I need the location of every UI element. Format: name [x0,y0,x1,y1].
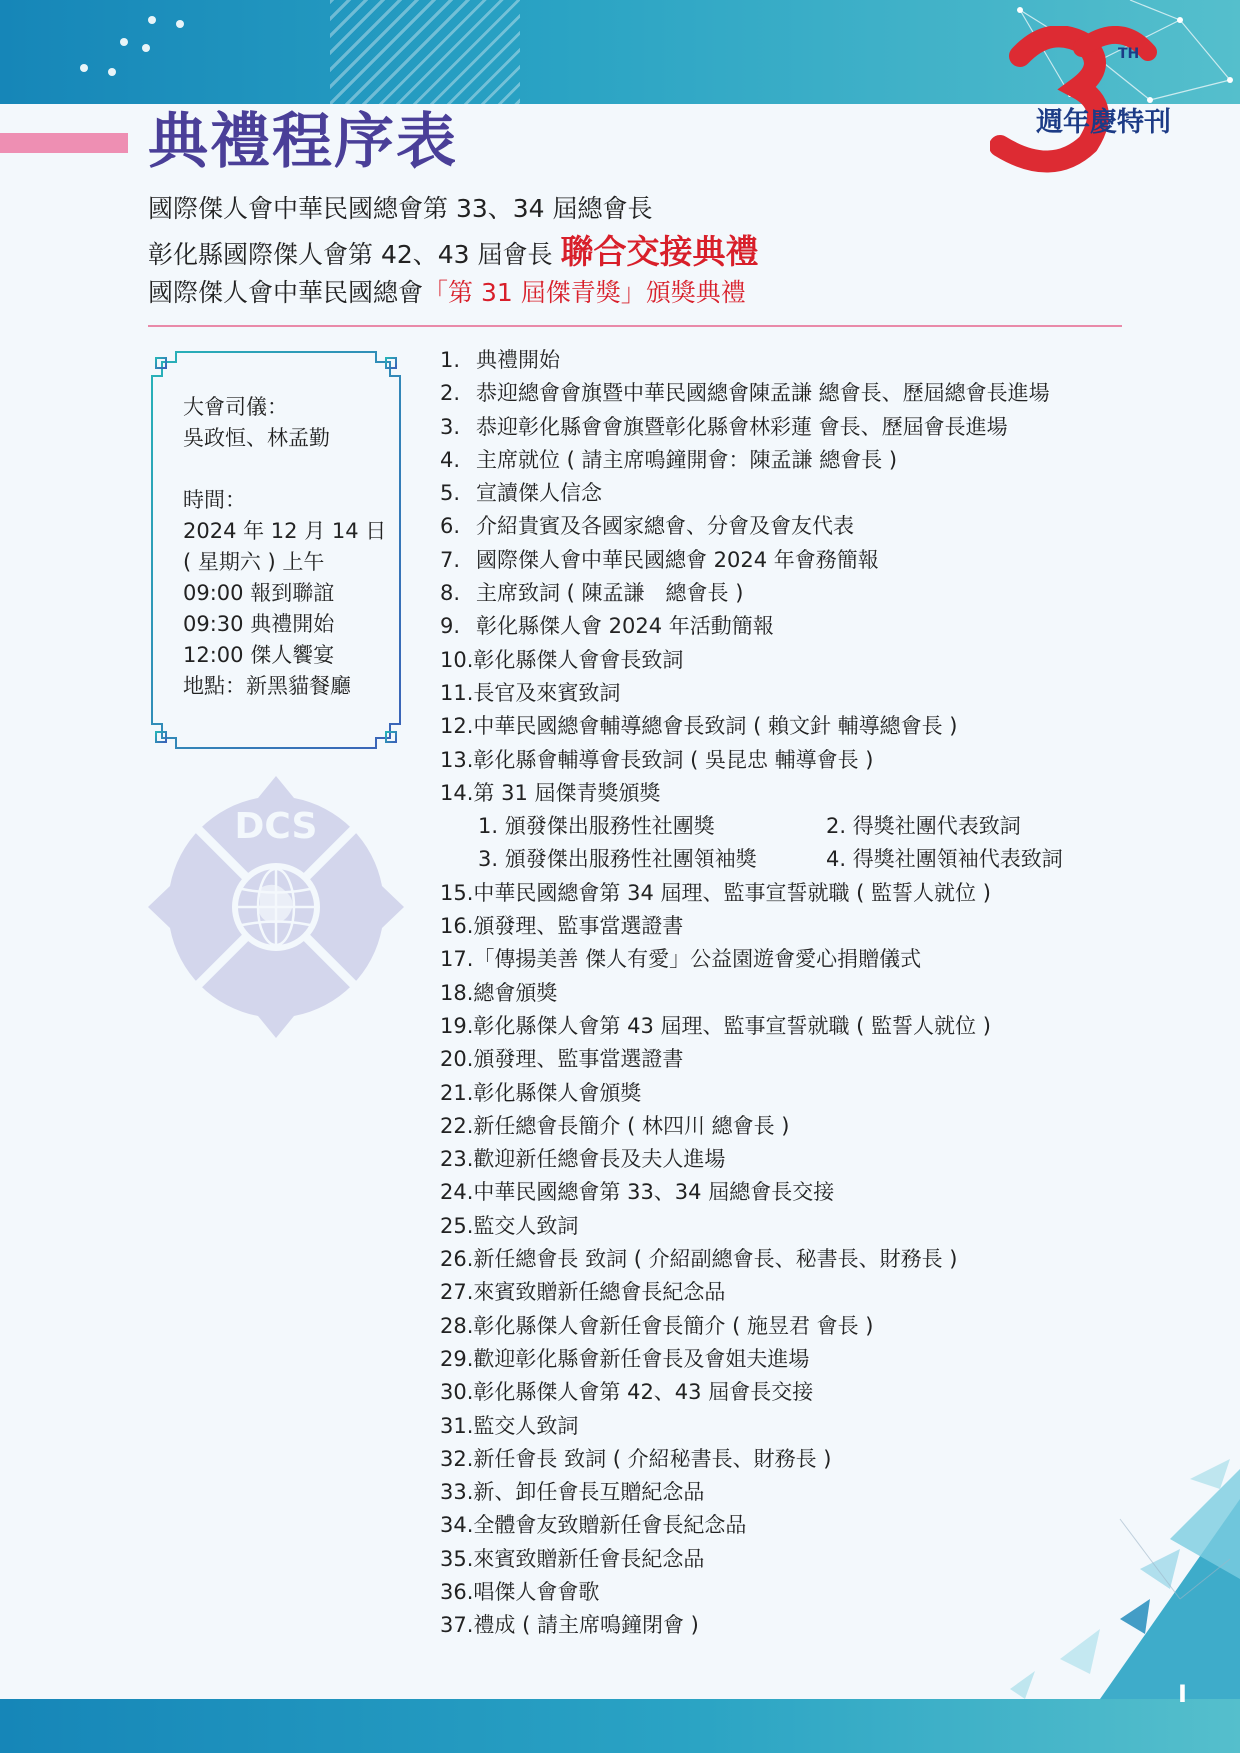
item-text: 「傳揚美善 傑人有愛」公益園遊會愛心捐贈儀式 [473,947,922,972]
subtitle-line-1: 國際傑人會中華民國總會第 33、34 屆總會長 [148,194,653,223]
award-subitem-row [440,843,1140,876]
item-text: 典禮開始 [476,348,560,372]
list-item [440,411,1140,444]
corner-decoration [940,1459,1240,1699]
item-text: 主席致詞 ( 陳孟謙 總會長 ) [476,581,744,606]
hatch-decoration [330,0,520,104]
item-number: 27. [440,1280,474,1305]
dot-decoration [108,68,116,76]
item-text: 總會頒獎 [473,980,558,1005]
dot-decoration [120,38,128,46]
item-text: 監交人致詞 [473,1413,579,1438]
emcee-names: 吳政恒、林孟勤 [183,426,330,450]
item-text: 禮成 ( 請主席鳴鐘閉會 ) [473,1613,699,1638]
item-number: 10. [440,647,474,672]
item-text: 來賓致贈新任總會長紀念品 [473,1280,726,1305]
item-number: 3. [440,414,461,439]
item-text: 彰化縣傑人會會長致詞 [473,647,684,672]
award-subitem: 3. 頒發傑出服務性社團領袖獎 [478,847,757,872]
schedule-item: 12:00 傑人饗宴 [183,643,335,667]
list-item [440,644,1140,677]
list-item [440,577,1140,610]
list-item [440,1143,1140,1176]
subtitle-line-3-text: 國際傑人會中華民國總會 [148,278,424,307]
list-item [440,1310,1140,1343]
item-number: 24. [440,1180,474,1205]
schedule-item: 09:30 典禮開始 [183,612,335,636]
dcs-emblem-logo [148,776,404,1038]
item-text: 恭迎彰化縣會會旗暨彰化縣會林彩蓮 會長、歷屆會長進場 [476,414,1008,439]
program-list [440,344,1140,1643]
schedule-item: 09:00 報到聯誼 [183,581,335,605]
emblem-text: DCS [234,806,318,847]
list-item [440,1276,1140,1309]
item-text: 歡迎彰化縣會新任會長及會姐夫進場 [473,1346,810,1371]
award-subitem: 2. 得獎社團代表致詞 [826,814,1021,839]
list-item [440,1077,1140,1110]
item-number: 36. [440,1579,474,1604]
page-number: I [1178,1680,1187,1708]
item-number: 5. [440,481,461,506]
dot-decoration [148,16,156,24]
list-item [440,1343,1140,1376]
item-number: 18. [440,980,474,1005]
item-text: 彰化縣傑人會新任會長簡介 ( 施昱君 會長 ) [473,1313,874,1338]
list-item [440,977,1140,1010]
list-item [440,544,1140,577]
list-item [440,744,1140,777]
item-number: 1. [440,348,461,372]
award-subitem-row [440,810,1140,843]
subtitle-line-3-highlight: 「第 31 屆傑青獎」頒獎典禮 [423,278,746,307]
item-text: 中華民國總會輔導總會長致詞 ( 賴文針 輔導總會長 ) [473,714,958,739]
item-number: 23. [440,1147,474,1172]
anniversary-logo [990,26,1200,176]
item-number: 4. [440,447,461,472]
item-number: 33. [440,1480,474,1505]
item-number: 32. [440,1446,474,1471]
item-text: 國際傑人會中華民國總會 2024 年會務簡報 [476,547,879,572]
item-number: 26. [440,1247,474,1272]
divider-rule [148,325,1122,327]
item-number: 19. [440,1013,474,1038]
item-number: 31. [440,1413,474,1438]
dot-decoration [176,20,184,28]
list-item [440,1410,1140,1443]
item-number: 15. [440,880,474,905]
item-text: 歡迎新任總會長及夫人進場 [473,1147,726,1172]
item-number: 9. [440,614,461,639]
item-number: 8. [440,581,461,606]
item-text: 主席就位 ( 請主席鳴鐘開會：陳孟謙 總會長 ) [476,447,898,472]
item-text: 彰化縣傑人會 2024 年活動簡報 [476,614,774,639]
anniversary-suffix: TH [1118,46,1140,62]
event-venue: 地點：新黑貓餐廳 [183,674,351,698]
list-item [440,877,1140,910]
list-item [440,510,1140,543]
list-item [440,910,1140,943]
item-number: 30. [440,1380,474,1405]
item-number: 12. [440,714,474,739]
list-item [440,344,1140,377]
anniversary-label: 週年慶特刊 [1036,107,1171,138]
item-number: 11. [440,680,474,705]
item-text: 新任會長 致詞 ( 介紹秘書長、財務長 ) [473,1446,832,1471]
subtitle-line-2 [148,226,758,273]
item-text: 頒發理、監事當選證書 [473,1047,684,1072]
item-text: 全體會友致贈新任會長紀念品 [473,1513,747,1538]
item-number: 29. [440,1346,474,1371]
item-number: 28. [440,1313,474,1338]
emcee-label: 大會司儀： [183,395,288,419]
item-number: 21. [440,1080,474,1105]
list-item [440,444,1140,477]
pink-accent-bar [0,133,128,153]
event-weekday: ( 星期六 ) 上午 [183,550,325,574]
item-text: 來賓致贈新任會長紀念品 [473,1546,705,1571]
list-item [440,1243,1140,1276]
item-number: 34. [440,1513,474,1538]
item-text: 新任總會長 致詞 ( 介紹副總會長、秘書長、財務長 ) [473,1247,958,1272]
item-text: 頒發理、監事當選證書 [473,914,684,939]
list-item [440,1110,1140,1143]
list-item [440,1010,1140,1043]
item-text: 宣讀傑人信念 [476,481,602,506]
subtitle-line-2-text: 彰化縣國際傑人會第 42、43 屆會長 [148,240,561,269]
item-text: 彰化縣傑人會第 42、43 屆會長交接 [473,1380,814,1405]
item-number: 22. [440,1113,474,1138]
item-text: 唱傑人會會歌 [473,1579,600,1604]
list-item [440,477,1140,510]
item-number: 17. [440,947,474,972]
item-text: 中華民國總會第 34 屆理、監事宣誓就職 ( 監誓人就位 ) [473,880,991,905]
item-number: 37. [440,1613,474,1638]
item-text: 恭迎總會會旗暨中華民國總會陳孟謙 總會長、歷屆總會長進場 [476,381,1050,406]
list-item [440,677,1140,710]
list-item [440,943,1140,976]
item-number: 13. [440,747,474,772]
list-item [440,710,1140,743]
item-text: 長官及來賓致詞 [473,680,621,705]
dot-decoration [142,44,150,52]
list-item [440,377,1140,410]
item-text: 新任總會長簡介 ( 林四川 總會長 ) [473,1113,790,1138]
time-label: 時間： [183,488,246,512]
item-number: 6. [440,514,461,539]
item-number: 14. [440,780,474,805]
item-text: 彰化縣傑人會頒獎 [473,1080,642,1105]
award-subitem: 4. 得獎社團領袖代表致詞 [826,847,1063,872]
item-text: 彰化縣傑人會第 43 屆理、監事宣誓就職 ( 監誓人就位 ) [473,1013,991,1038]
event-info [183,392,386,702]
item-number: 35. [440,1546,474,1571]
list-item [440,1043,1140,1076]
subtitle-line-3 [148,273,746,309]
item-text: 介紹貴賓及各國家總會、分會及會友代表 [476,514,854,539]
dot-decoration [80,64,88,72]
item-text: 監交人致詞 [473,1213,579,1238]
list-item [440,1176,1140,1209]
item-text: 新、卸任會長互贈紀念品 [473,1480,705,1505]
item-text: 彰化縣會輔導會長致詞 ( 吳昆忠 輔導會長 ) [473,747,874,772]
item-number: 2. [440,381,461,406]
item-number: 7. [440,547,461,572]
bottom-banner [0,1699,1240,1753]
list-item [440,1376,1140,1409]
list-item [440,777,1140,810]
subtitle-line-2-highlight: 聯合交接典禮 [560,232,759,271]
award-subitem: 1. 頒發傑出服務性社團獎 [478,814,715,839]
page-title: 典禮程序表 [148,107,458,177]
item-text: 中華民國總會第 33、34 屆總會長交接 [473,1180,835,1205]
list-item [440,610,1140,643]
item-number: 16. [440,914,474,939]
item-text: 第 31 屆傑青獎頒獎 [473,780,661,805]
item-number: 25. [440,1213,474,1238]
list-item [440,1210,1140,1243]
item-number: 20. [440,1047,474,1072]
event-date: 2024 年 12 月 14 日 [183,519,387,543]
